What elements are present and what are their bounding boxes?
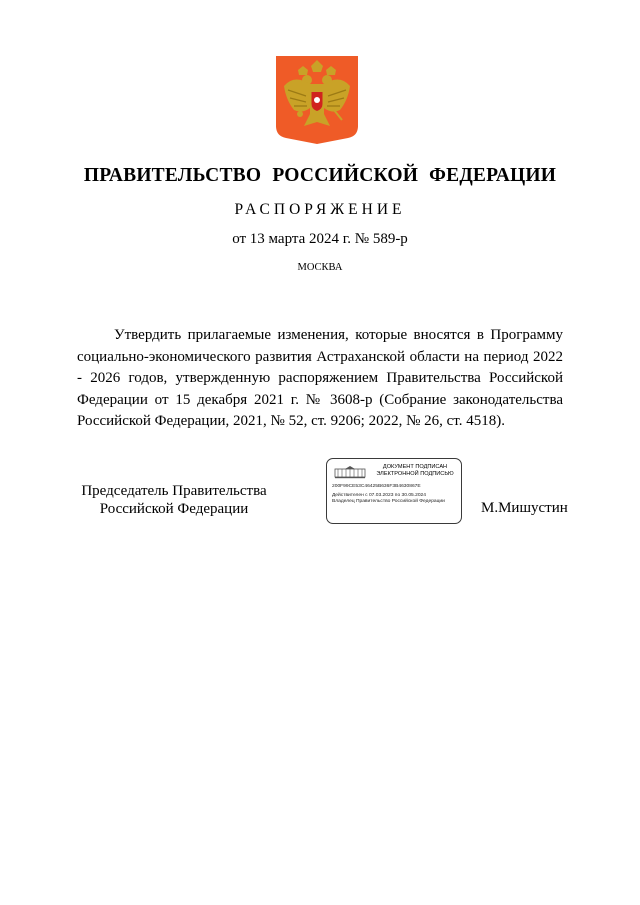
electronic-signature-stamp [326, 458, 462, 524]
signer-position [74, 482, 274, 518]
document-city: МОСКВА [297, 262, 343, 273]
order-text: Утвердить прилагаемые изменения, которые вносятся в Программу социально-экономического развития Астраханской области на период 2022 - 2026 годов, утвержденную распоряжением Правительства Российской Федерации от 15 декабря 2021 г. № 3608-р (Собрание законодательства Российской Федерации, 2021, № 52, ст. 9206; 2022, № 26, ст. 4518). [77, 327, 563, 429]
signer-name: М.Мишустин [481, 500, 568, 516]
building-icon [333, 465, 367, 479]
issuer-title: ПРАВИТЕЛЬСТВО РОССИЙСКОЙ ФЕДЕРАЦИИ [83, 165, 557, 186]
stamp-heading-line1: ДОКУМЕНТ ПОДПИСАН [382, 464, 448, 470]
stamp-validity: Действителен с 07.03.2023 по 30.05.2024 [332, 493, 426, 498]
document-type: РАСПОРЯЖЕНИЕ [234, 201, 406, 218]
stamp-heading-line2: ЭЛЕКТРОННОЙ ПОДПИСЬЮ [376, 471, 454, 477]
stamp-heading [371, 464, 459, 478]
document-date-number: от 13 марта 2024 г. № 589-р [232, 231, 408, 247]
stamp-owner: Владелец Правительство Российской Федерации [332, 499, 445, 504]
coat-of-arms-emblem [276, 56, 358, 144]
signer-position-line2: Российской Федерации [99, 501, 249, 517]
russian-coat-of-arms-icon [276, 56, 358, 144]
stamp-certificate: 200F99CE53C46425B636F3B4630867E [332, 484, 421, 489]
signer-position-line1: Председатель Правительства [81, 483, 267, 499]
